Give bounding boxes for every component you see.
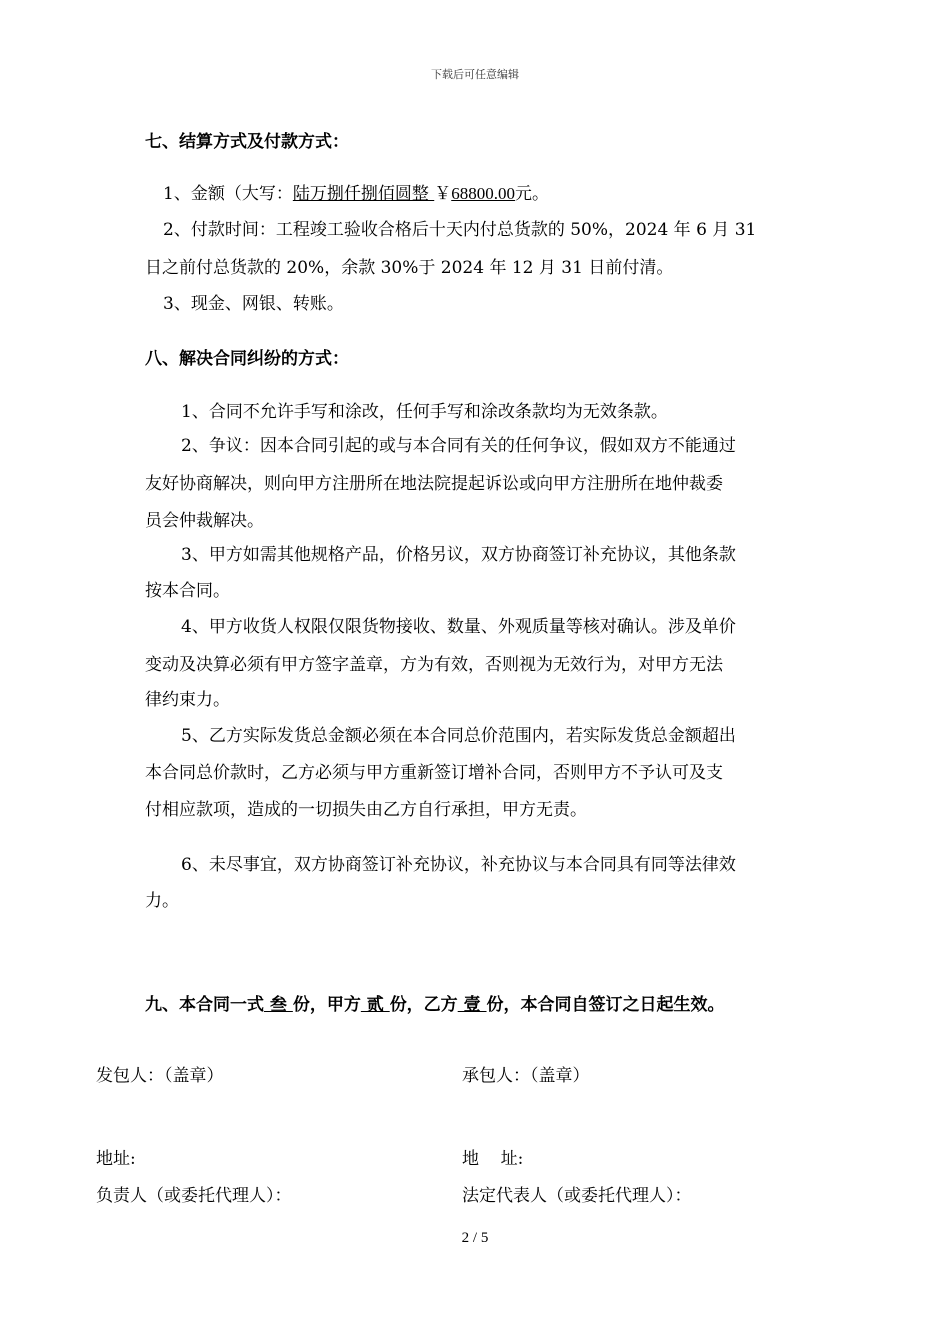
amount-number: 68800.00 [451,184,515,203]
section-9-part-1: 九、本合同一式 [145,995,264,1015]
section-7-item-3: 3、现金、网银、转账。 [163,294,344,314]
section-8-item-3-line-2: 按本合同。 [145,581,230,601]
section-8-item-3-line-1: 3、甲方如需其他规格产品，价格另议，双方协商签订补充协议，其他条款 [181,545,736,565]
employer-representative-label: 负责人（或委托代理人）： [96,1186,292,1206]
amount-in-words: 陆万捌仟捌佰圆整 [292,184,435,204]
section-8-item-6-line-1: 6、未尽事宜，双方协商签订补充协议，补充协议与本合同具有同等法律效 [181,855,736,875]
copies-total: 叁 [264,995,293,1015]
section-9-part-2: 份，甲方 [292,995,361,1015]
section-8-item-4-line-3: 律约束力。 [145,690,230,710]
item-1-suffix: 元。 [514,184,549,204]
copies-party-a: 贰 [360,995,390,1015]
section-8-heading: 八、解决合同纠纷的方式： [145,349,349,369]
section-9-statement [145,990,725,1015]
section-9-part-3: 份，乙方 [389,995,458,1015]
section-8-item-4-line-2: 变动及决算必须有甲方签字盖章，方为有效，否则视为无效行为，对甲方无法 [145,655,723,675]
section-7-item-1 [163,179,549,204]
employer-seal-label: 发包人：（盖章） [96,1066,224,1086]
section-8-item-4-line-1: 4、甲方收货人权限仅限货物接收、数量、外观质量等核对确认。涉及单价 [181,617,736,637]
page-number: 2 / 5 [461,1230,489,1246]
section-9-part-4: 份，本合同自签订之日起生效。 [486,995,725,1015]
section-7-heading: 七、结算方式及付款方式： [145,132,349,152]
section-8-item-5-line-3: 付相应款项，造成的一切损失由乙方自行承担，甲方无责。 [145,800,587,820]
copies-party-b: 壹 [457,995,487,1015]
section-8-item-2-line-2: 友好协商解决，则向甲方注册所在地法院提起诉讼或向甲方注册所在地仲裁委 [145,474,723,494]
item-1-prefix: 1、金额（大写： [163,184,293,204]
contractor-address-label: 地 址: [462,1149,524,1169]
section-7-item-2-line-2: 日之前付总货款的 20%，余款 30%于 2024 年 12 月 31 日前付清。 [145,258,674,278]
currency-symbol: ￥ [434,184,452,204]
page-header: 下载后可任意编辑 [431,68,519,81]
section-8-item-5-line-1: 5、乙方实际发货总金额必须在本合同总价范围内，若实际发货总金额超出 [181,726,736,746]
section-8-item-1: 1、合同不允许手写和涂改，任何手写和涂改条款均为无效条款。 [181,402,668,422]
employer-address-label: 地址: [96,1149,136,1169]
section-8-item-2-line-3: 员会仲裁解决。 [145,511,264,531]
section-7-item-2-line-1: 2、付款时间：工程竣工验收合格后十天内付总货款的 50%，2024 年 6 月 31 [163,220,757,240]
section-8-item-5-line-2: 本合同总价款时，乙方必须与甲方重新签订增补合同，否则甲方不予认可及支 [145,763,723,783]
contractor-seal-label: 承包人：（盖章） [462,1066,590,1086]
section-8-item-2-line-1: 2、争议：因本合同引起的或与本合同有关的任何争议，假如双方不能通过 [181,436,736,456]
section-8-item-6-line-2: 力。 [145,891,179,911]
contractor-representative-label: 法定代表人（或委托代理人）： [462,1186,692,1206]
